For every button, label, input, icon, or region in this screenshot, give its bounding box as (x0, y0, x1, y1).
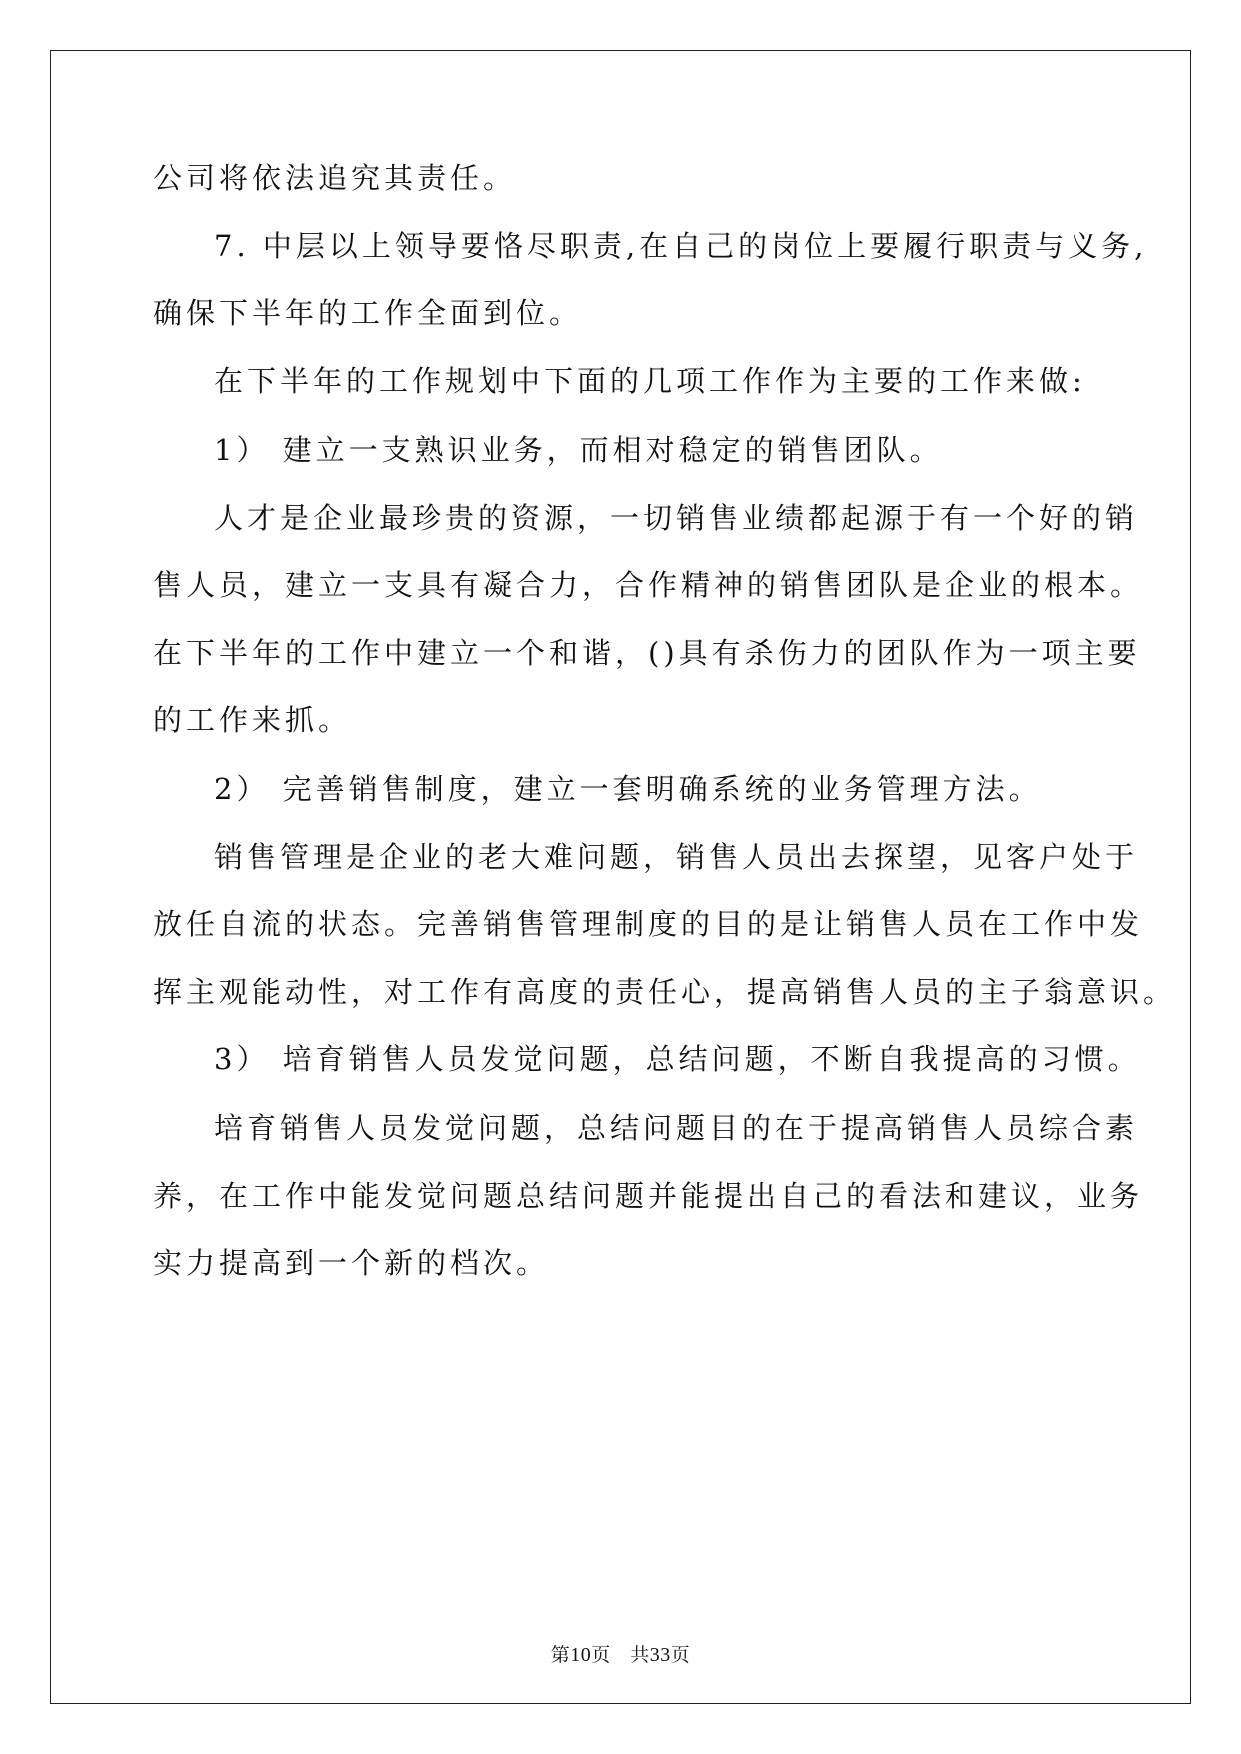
text-line-6: 人才是企业最珍贵的资源，一切销售业绩都起源于有一个好的销 (214, 501, 1139, 535)
text-line-13: 挥主观能动性，对工作有高度的责任心，提高销售人员的主子翁意识。 (153, 975, 1177, 1009)
footer-total-pages: 33 (649, 1644, 671, 1666)
footer-suffix: 页 (670, 1645, 691, 1666)
footer-prefix: 第 (550, 1645, 571, 1666)
footer-middle: 页 共 (591, 1645, 650, 1666)
text-line-16: 养，在工作中能发觉问题总结问题并能提出自己的看法和建议，业务 (153, 1179, 1144, 1213)
footer-page-number: 10 (570, 1644, 592, 1666)
text-line-12: 放任自流的状态。完善销售管理制度的目的是让销售人员在工作中发 (153, 907, 1144, 941)
text-line-17: 实力提高到一个新的档次。 (153, 1246, 550, 1280)
page-footer (0, 1643, 1241, 1668)
text-line-14: 3） 培育销售人员发觉问题，总结问题，不断自我提高的习惯。 (214, 1042, 1141, 1076)
text-line-15: 培育销售人员发觉问题，总结问题目的在于提高销售人员综合素 (214, 1111, 1139, 1145)
text-line-4: 在下半年的工作规划中下面的几项工作作为主要的工作来做: (214, 364, 1086, 398)
text-line-5: 1） 建立一支熟识业务，而相对稳定的销售团队。 (214, 433, 943, 467)
text-line-1: 公司将依法追究其责任。 (153, 161, 517, 195)
text-line-9: 的工作来抓。 (153, 703, 352, 737)
text-line-7: 售人员，建立一支具有凝合力，合作精神的销售团队是企业的根本。 (153, 568, 1144, 602)
text-line-2: 7. 中层以上领导要恪尽职责,在自己的岗位上要履行职责与义务, (214, 229, 1148, 263)
text-line-10: 2） 完善销售制度，建立一套明确系统的业务管理方法。 (214, 772, 1042, 806)
text-line-11: 销售管理是企业的老大难问题，销售人员出去探望，见客户处于 (214, 840, 1139, 874)
text-line-8: 在下半年的工作中建立一个和谐，()具有杀伤力的团队作为一项主要 (153, 636, 1141, 670)
text-line-3: 确保下半年的工作全面到位。 (153, 296, 583, 330)
